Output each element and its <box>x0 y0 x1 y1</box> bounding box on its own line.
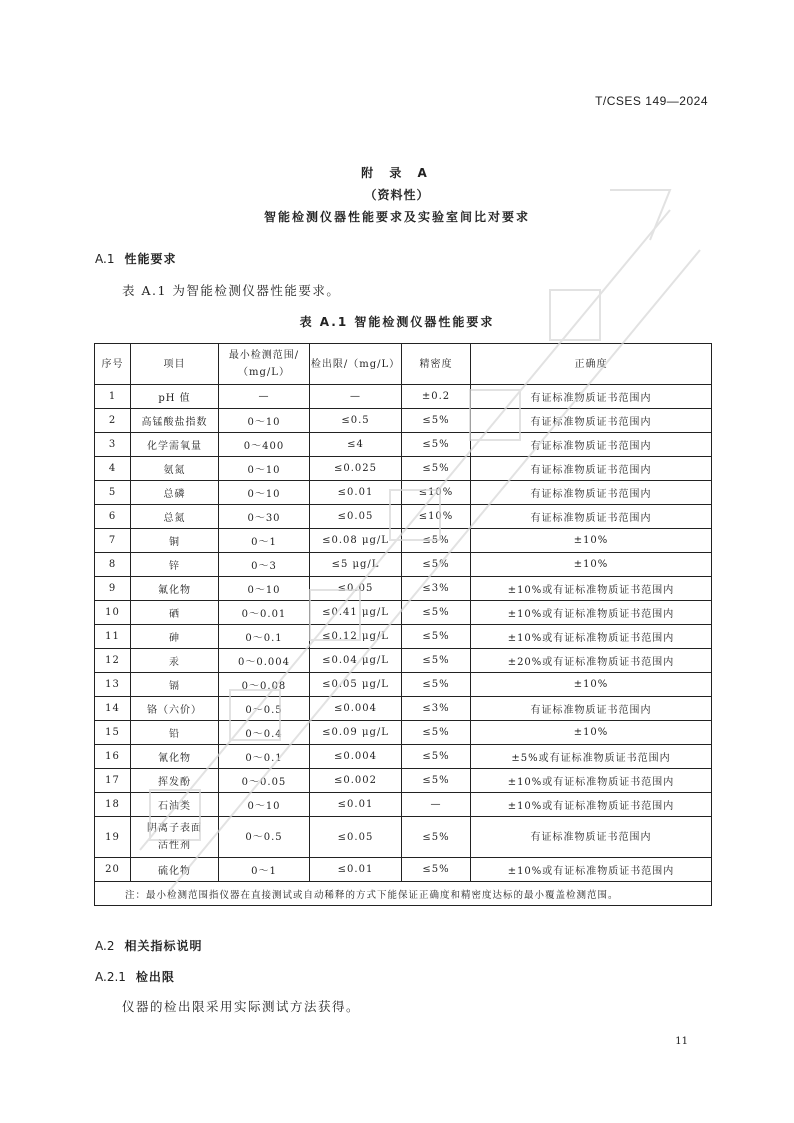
cell-seq: 4 <box>95 457 131 481</box>
cell-seq: 11 <box>95 625 131 649</box>
cell-lod: ≤5 μg/L <box>310 553 402 577</box>
cell-lod: ≤0.04 μg/L <box>310 649 402 673</box>
cell-item: 总氮 <box>131 505 219 529</box>
cell-precision: ±0.2 <box>402 385 471 409</box>
cell-seq: 19 <box>95 817 131 858</box>
section-a1-title: 性能要求 <box>124 252 177 266</box>
cell-seq: 13 <box>95 673 131 697</box>
cell-item: pH 值 <box>131 385 219 409</box>
cell-accuracy: 有证标准物质证书范围内 <box>471 481 712 505</box>
appendix-title: 附 录 A <box>361 166 433 180</box>
cell-lod: ≤0.05 μg/L <box>310 673 402 697</box>
cell-precision: ≤5% <box>402 649 471 673</box>
cell-lod: ≤0.002 <box>310 769 402 793</box>
cell-accuracy: ±10%或有证标准物质证书范围内 <box>471 625 712 649</box>
cell-range: 0～1 <box>219 529 310 553</box>
cell-accuracy: 有证标准物质证书范围内 <box>471 385 712 409</box>
appendix-subject: 智能检测仪器性能要求及实验室间比对要求 <box>263 210 530 224</box>
table-note-row <box>95 882 712 906</box>
cell-range: 0～10 <box>219 409 310 433</box>
performance-table <box>94 343 712 906</box>
table-row <box>95 625 712 649</box>
cell-seq: 14 <box>95 697 131 721</box>
cell-seq: 17 <box>95 769 131 793</box>
cell-lod: ≤0.01 <box>310 858 402 882</box>
table-row <box>95 649 712 673</box>
cell-item: 石油类 <box>131 793 219 817</box>
section-a1-intro: 表 A.1 为智能检测仪器性能要求。 <box>122 283 341 298</box>
table-row <box>95 697 712 721</box>
section-a2-title: 相关指标说明 <box>124 939 203 953</box>
table-header-row <box>95 344 712 385</box>
cell-lod: ≤0.5 <box>310 409 402 433</box>
table-row <box>95 577 712 601</box>
cell-lod: ≤0.004 <box>310 697 402 721</box>
cell-item: 砷 <box>131 625 219 649</box>
cell-lod: ≤0.004 <box>310 745 402 769</box>
cell-seq: 8 <box>95 553 131 577</box>
cell-seq: 10 <box>95 601 131 625</box>
cell-precision: ≤5% <box>402 457 471 481</box>
section-a2-heading <box>95 937 202 954</box>
cell-item: 镉 <box>131 673 219 697</box>
cell-range: 0～10 <box>219 457 310 481</box>
table-row <box>95 601 712 625</box>
table-row <box>95 409 712 433</box>
cell-lod: ≤0.09 μg/L <box>310 721 402 745</box>
cell-accuracy: ±5%或有证标准物质证书范围内 <box>471 745 712 769</box>
table-row <box>95 433 712 457</box>
section-a2-number: A.2 <box>95 939 115 953</box>
cell-range: 0～0.05 <box>219 769 310 793</box>
cell-item: 硒 <box>131 601 219 625</box>
section-a21-text: 仪器的检出限采用实际测试方法获得。 <box>122 999 361 1014</box>
cell-seq: 2 <box>95 409 131 433</box>
cell-range: 0～0.5 <box>219 697 310 721</box>
table-row <box>95 385 712 409</box>
cell-range: 0～10 <box>219 481 310 505</box>
cell-seq: 16 <box>95 745 131 769</box>
cell-item: 氟化物 <box>131 577 219 601</box>
cell-range: 0～0.01 <box>219 601 310 625</box>
cell-item: 氨氮 <box>131 457 219 481</box>
cell-lod: ≤0.01 <box>310 793 402 817</box>
section-a21-title: 检出限 <box>135 970 175 984</box>
cell-range: 0～0.4 <box>219 721 310 745</box>
cell-precision: ≤3% <box>402 577 471 601</box>
cell-precision: ≤5% <box>402 673 471 697</box>
cell-lod: ≤0.05 <box>310 817 402 858</box>
cell-accuracy: ±10%或有证标准物质证书范围内 <box>471 601 712 625</box>
cell-lod: ≤0.05 <box>310 577 402 601</box>
cell-item: 化学需氧量 <box>131 433 219 457</box>
table-row <box>95 721 712 745</box>
header-item: 项目 <box>131 344 219 385</box>
cell-accuracy: ±10% <box>471 553 712 577</box>
cell-precision: ≤5% <box>402 409 471 433</box>
section-a21-number: A.2.1 <box>95 970 126 984</box>
cell-item-line1: 阴离子表面 <box>147 823 202 834</box>
cell-seq: 6 <box>95 505 131 529</box>
table-row <box>95 553 712 577</box>
cell-precision: ≤5% <box>402 529 471 553</box>
cell-item: 铅 <box>131 721 219 745</box>
cell-accuracy: ±10%或有证标准物质证书范围内 <box>471 769 712 793</box>
cell-accuracy: ±10% <box>471 529 712 553</box>
cell-range: 0～0.1 <box>219 625 310 649</box>
cell-range: 0～10 <box>219 793 310 817</box>
cell-precision: ≤5% <box>402 858 471 882</box>
cell-item: 氰化物 <box>131 745 219 769</box>
header-lod: 检出限/（mg/L） <box>310 344 402 385</box>
cell-lod: ≤4 <box>310 433 402 457</box>
header-range <box>219 344 310 385</box>
table-row <box>95 673 712 697</box>
cell-lod: ≤0.12 μg/L <box>310 625 402 649</box>
cell-item: 汞 <box>131 649 219 673</box>
cell-range: 0～1 <box>219 858 310 882</box>
appendix-nature: （资料性） <box>364 188 430 202</box>
cell-accuracy: ±10% <box>471 721 712 745</box>
cell-range: 0～3 <box>219 553 310 577</box>
cell-range: 0～400 <box>219 433 310 457</box>
cell-precision: — <box>402 793 471 817</box>
cell-item: 挥发酚 <box>131 769 219 793</box>
cell-precision: ≤5% <box>402 625 471 649</box>
cell-item: 铜 <box>131 529 219 553</box>
cell-accuracy: ±10%或有证标准物质证书范围内 <box>471 577 712 601</box>
header-seq: 序号 <box>95 344 131 385</box>
cell-range: 0～0.08 <box>219 673 310 697</box>
cell-seq: 5 <box>95 481 131 505</box>
cell-precision: ≤3% <box>402 697 471 721</box>
cell-seq: 12 <box>95 649 131 673</box>
cell-range: 0～0.5 <box>219 817 310 858</box>
cell-accuracy: ±10%或有证标准物质证书范围内 <box>471 858 712 882</box>
section-a1-heading <box>95 250 176 267</box>
cell-item: 总磷 <box>131 481 219 505</box>
cell-accuracy: 有证标准物质证书范围内 <box>471 457 712 481</box>
header-accuracy: 正确度 <box>471 344 712 385</box>
cell-seq: 20 <box>95 858 131 882</box>
table-row <box>95 817 712 858</box>
section-a1-number: A.1 <box>95 252 115 266</box>
cell-accuracy: ±20%或有证标准物质证书范围内 <box>471 649 712 673</box>
cell-item: 高锰酸盐指数 <box>131 409 219 433</box>
cell-lod: ≤0.01 <box>310 481 402 505</box>
cell-seq: 3 <box>95 433 131 457</box>
cell-precision: ≤5% <box>402 721 471 745</box>
table-row <box>95 505 712 529</box>
cell-accuracy: ±10%或有证标准物质证书范围内 <box>471 793 712 817</box>
cell-seq: 1 <box>95 385 131 409</box>
cell-accuracy: ±10% <box>471 673 712 697</box>
cell-precision: ≤5% <box>402 769 471 793</box>
cell-precision: ≤10% <box>402 505 471 529</box>
header-range-line2: （mg/L） <box>238 367 290 378</box>
cell-accuracy: 有证标准物质证书范围内 <box>471 505 712 529</box>
cell-precision: ≤5% <box>402 433 471 457</box>
table-row <box>95 858 712 882</box>
table-row <box>95 481 712 505</box>
cell-item: 铬（六价） <box>131 697 219 721</box>
cell-lod: ≤0.05 <box>310 505 402 529</box>
cell-seq: 18 <box>95 793 131 817</box>
cell-range: 0～0.1 <box>219 745 310 769</box>
table-row <box>95 745 712 769</box>
cell-lod: — <box>310 385 402 409</box>
cell-precision: ≤10% <box>402 481 471 505</box>
cell-item <box>131 817 219 858</box>
cell-accuracy: 有证标准物质证书范围内 <box>471 817 712 858</box>
cell-lod: ≤0.08 μg/L <box>310 529 402 553</box>
table-note: 注：最小检测范围指仪器在直接测试或自动稀释的方式下能保证正确度和精密度达标的最小覆盖检测范围。 <box>95 882 712 906</box>
section-a21-heading <box>95 968 175 985</box>
page-number: 11 <box>675 1036 688 1047</box>
cell-precision: ≤5% <box>402 553 471 577</box>
cell-range: 0～0.004 <box>219 649 310 673</box>
cell-range: 0～30 <box>219 505 310 529</box>
cell-precision: ≤5% <box>402 601 471 625</box>
cell-range: 0～10 <box>219 577 310 601</box>
cell-item: 硫化物 <box>131 858 219 882</box>
standard-code: T/CSES 149—2024 <box>595 94 708 108</box>
cell-range: — <box>219 385 310 409</box>
cell-precision: ≤5% <box>402 817 471 858</box>
cell-accuracy: 有证标准物质证书范围内 <box>471 697 712 721</box>
table-row <box>95 457 712 481</box>
cell-lod: ≤0.025 <box>310 457 402 481</box>
cell-accuracy: 有证标准物质证书范围内 <box>471 433 712 457</box>
cell-lod: ≤0.41 μg/L <box>310 601 402 625</box>
cell-item: 锌 <box>131 553 219 577</box>
header-range-line1: 最小检测范围/ <box>228 350 300 361</box>
table-caption: 表 A.1 智能检测仪器性能要求 <box>299 315 495 329</box>
cell-precision: ≤5% <box>402 745 471 769</box>
table-row <box>95 793 712 817</box>
cell-seq: 15 <box>95 721 131 745</box>
table-row <box>95 529 712 553</box>
cell-seq: 9 <box>95 577 131 601</box>
cell-item-line2: 活性剂 <box>158 840 191 851</box>
table-row <box>95 769 712 793</box>
header-precision: 精密度 <box>402 344 471 385</box>
cell-accuracy: 有证标准物质证书范围内 <box>471 409 712 433</box>
cell-seq: 7 <box>95 529 131 553</box>
